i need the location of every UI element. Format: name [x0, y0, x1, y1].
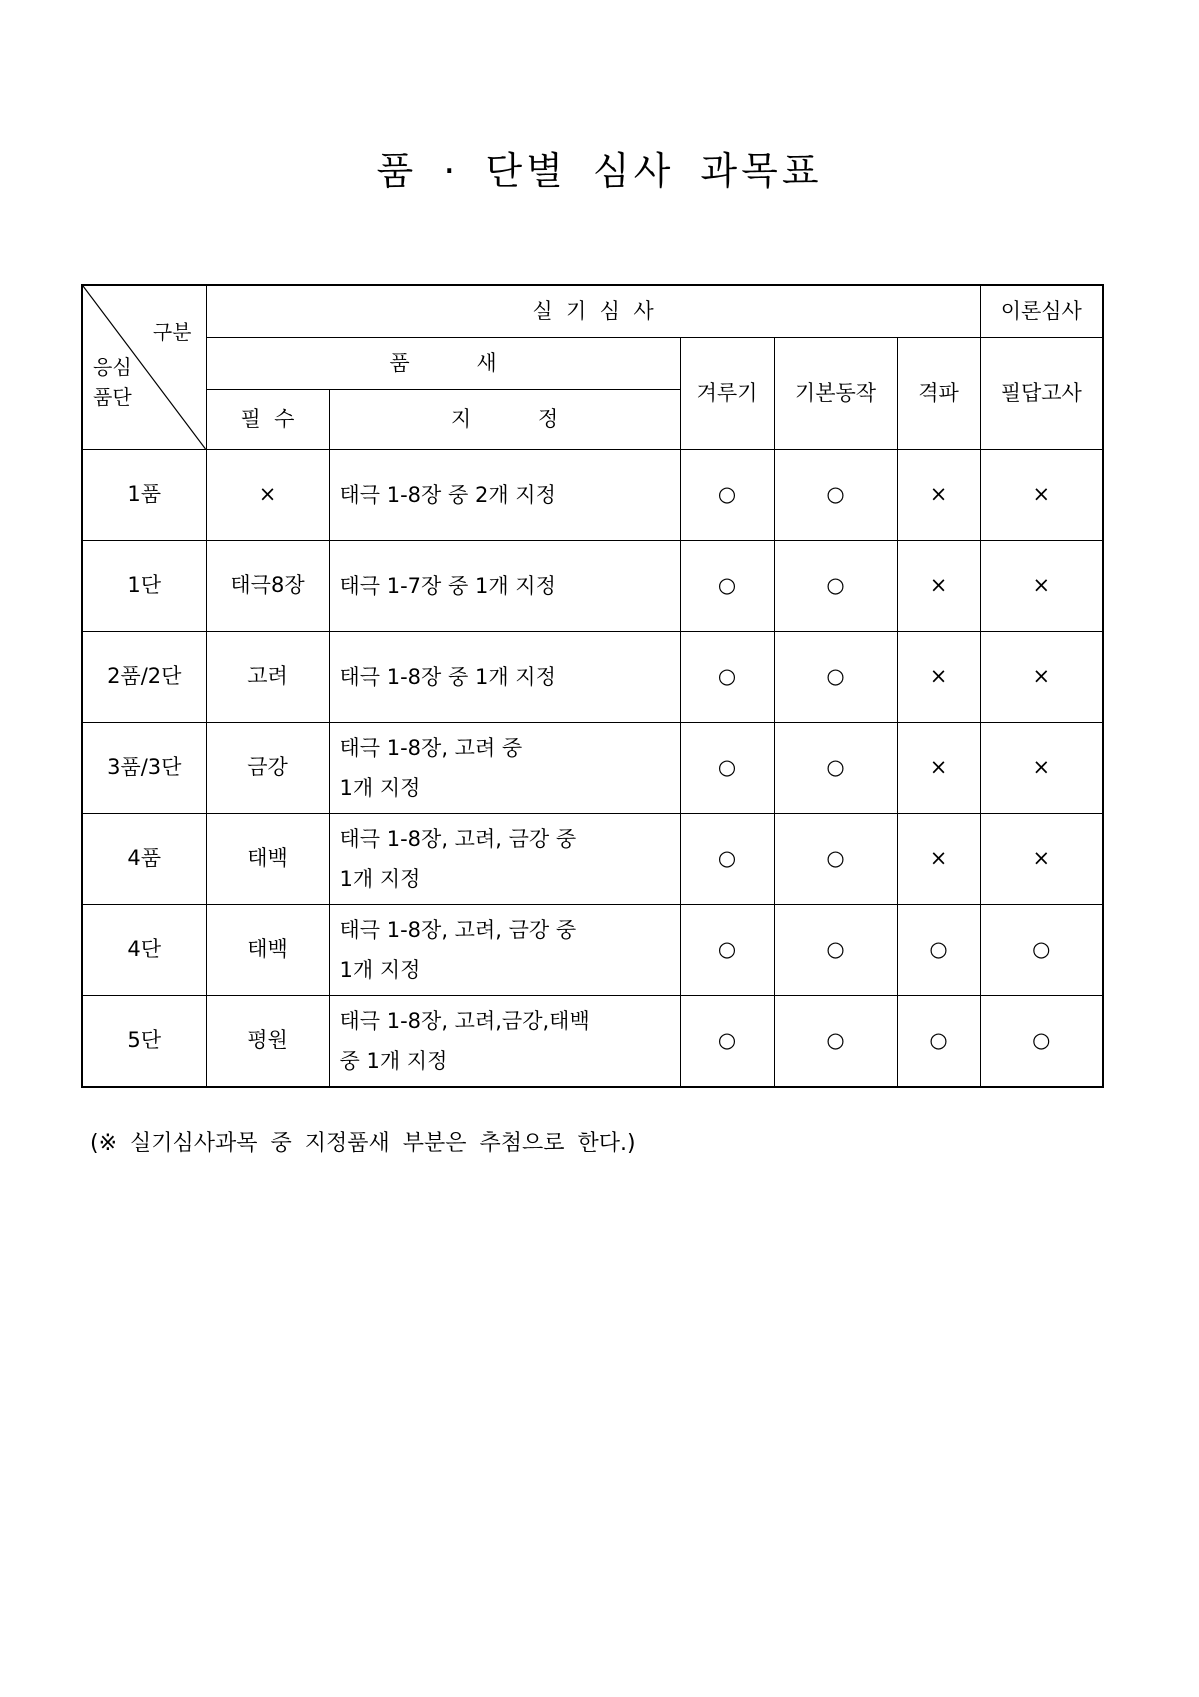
table-row — [82, 996, 1103, 1088]
designated-line-1: 태극 1-8장 중 2개 지정 — [339, 483, 556, 507]
breaking-mark: × — [897, 632, 980, 723]
basic-motion-mark: ○ — [774, 996, 897, 1088]
basic-motion-mark: ○ — [774, 450, 897, 541]
designated-line-2: 1개 지정 — [339, 958, 421, 982]
breaking-header: 격파 — [897, 338, 980, 450]
grade-cell: 5단 — [82, 996, 206, 1088]
table-row — [82, 723, 1103, 814]
sparring-header: 겨루기 — [680, 338, 774, 450]
table-row — [82, 814, 1103, 905]
grade-cell: 4단 — [82, 905, 206, 996]
written-test-header: 필답고사 — [980, 338, 1103, 450]
designated-cell — [329, 632, 680, 723]
designated-line-1: 태극 1-8장 중 1개 지정 — [339, 665, 556, 689]
required-header: 필 수 — [206, 390, 329, 450]
table-row — [82, 905, 1103, 996]
poomsae-header: 품 새 — [206, 338, 680, 390]
written-test-mark: × — [980, 450, 1103, 541]
basic-motion-mark: ○ — [774, 541, 897, 632]
designated-line-2: 중 1개 지정 — [339, 1049, 448, 1073]
designated-cell — [329, 905, 680, 996]
designated-line-1: 태극 1-8장, 고려,금강,태백 — [339, 1009, 590, 1033]
sparring-mark: ○ — [680, 450, 774, 541]
corner-bottom-label-1: 응심 — [93, 355, 132, 379]
sparring-mark: ○ — [680, 541, 774, 632]
sparring-mark: ○ — [680, 814, 774, 905]
written-test-mark: ○ — [980, 905, 1103, 996]
basic-motion-mark: ○ — [774, 905, 897, 996]
basic-motion-mark: ○ — [774, 723, 897, 814]
corner-header — [82, 285, 206, 450]
required-cell: 태극8장 — [206, 541, 329, 632]
designated-line-2: 1개 지정 — [339, 867, 421, 891]
designated-line-1: 태극 1-8장, 고려, 금강 중 — [339, 918, 577, 942]
breaking-mark: × — [897, 541, 980, 632]
designated-line-2: 1개 지정 — [339, 776, 421, 800]
designated-header: 지 정 — [329, 390, 680, 450]
basic-motion-mark: ○ — [774, 814, 897, 905]
page-title: 품 · 단별 심사 과목표 — [376, 149, 823, 193]
breaking-mark: × — [897, 814, 980, 905]
designated-cell — [329, 541, 680, 632]
grade-cell: 3품/3단 — [82, 723, 206, 814]
grade-cell: 1품 — [82, 450, 206, 541]
sparring-mark: ○ — [680, 996, 774, 1088]
written-test-mark: × — [980, 632, 1103, 723]
breaking-mark: ○ — [897, 905, 980, 996]
basic-motion-header: 기본동작 — [774, 338, 897, 450]
designated-cell — [329, 450, 680, 541]
designated-cell — [329, 814, 680, 905]
designated-line-1: 태극 1-8장, 고려, 금강 중 — [339, 827, 577, 851]
breaking-mark: × — [897, 723, 980, 814]
footnote: (※ 실기심사과목 중 지정품새 부분은 추첨으로 한다.) — [90, 1131, 636, 1156]
designated-line-1: 태극 1-8장, 고려 중 — [339, 736, 523, 760]
required-cell: 평원 — [206, 996, 329, 1088]
breaking-mark: × — [897, 450, 980, 541]
written-test-mark: × — [980, 814, 1103, 905]
designated-line-1: 태극 1-7장 중 1개 지정 — [339, 574, 556, 598]
designated-cell — [329, 996, 680, 1088]
corner-top-label: 구분 — [152, 320, 192, 344]
required-cell: 금강 — [206, 723, 329, 814]
grade-cell: 4품 — [82, 814, 206, 905]
required-cell: 태백 — [206, 814, 329, 905]
written-test-mark: × — [980, 723, 1103, 814]
designated-cell — [329, 723, 680, 814]
basic-motion-mark: ○ — [774, 632, 897, 723]
written-test-mark: × — [980, 541, 1103, 632]
required-cell: 고려 — [206, 632, 329, 723]
sparring-mark: ○ — [680, 632, 774, 723]
practical-header: 실 기 심 사 — [206, 285, 980, 338]
required-cell: 태백 — [206, 905, 329, 996]
sparring-mark: ○ — [680, 723, 774, 814]
required-cell: × — [206, 450, 329, 541]
written-test-mark: ○ — [980, 996, 1103, 1088]
theory-header: 이론심사 — [980, 285, 1103, 338]
breaking-mark: ○ — [897, 996, 980, 1088]
sparring-mark: ○ — [680, 905, 774, 996]
exam-subject-table — [81, 284, 1104, 1088]
corner-bottom-label-2: 품단 — [93, 385, 132, 409]
grade-cell: 1단 — [82, 541, 206, 632]
table-row — [82, 632, 1103, 723]
table-row — [82, 541, 1103, 632]
grade-cell: 2품/2단 — [82, 632, 206, 723]
table-row — [82, 450, 1103, 541]
